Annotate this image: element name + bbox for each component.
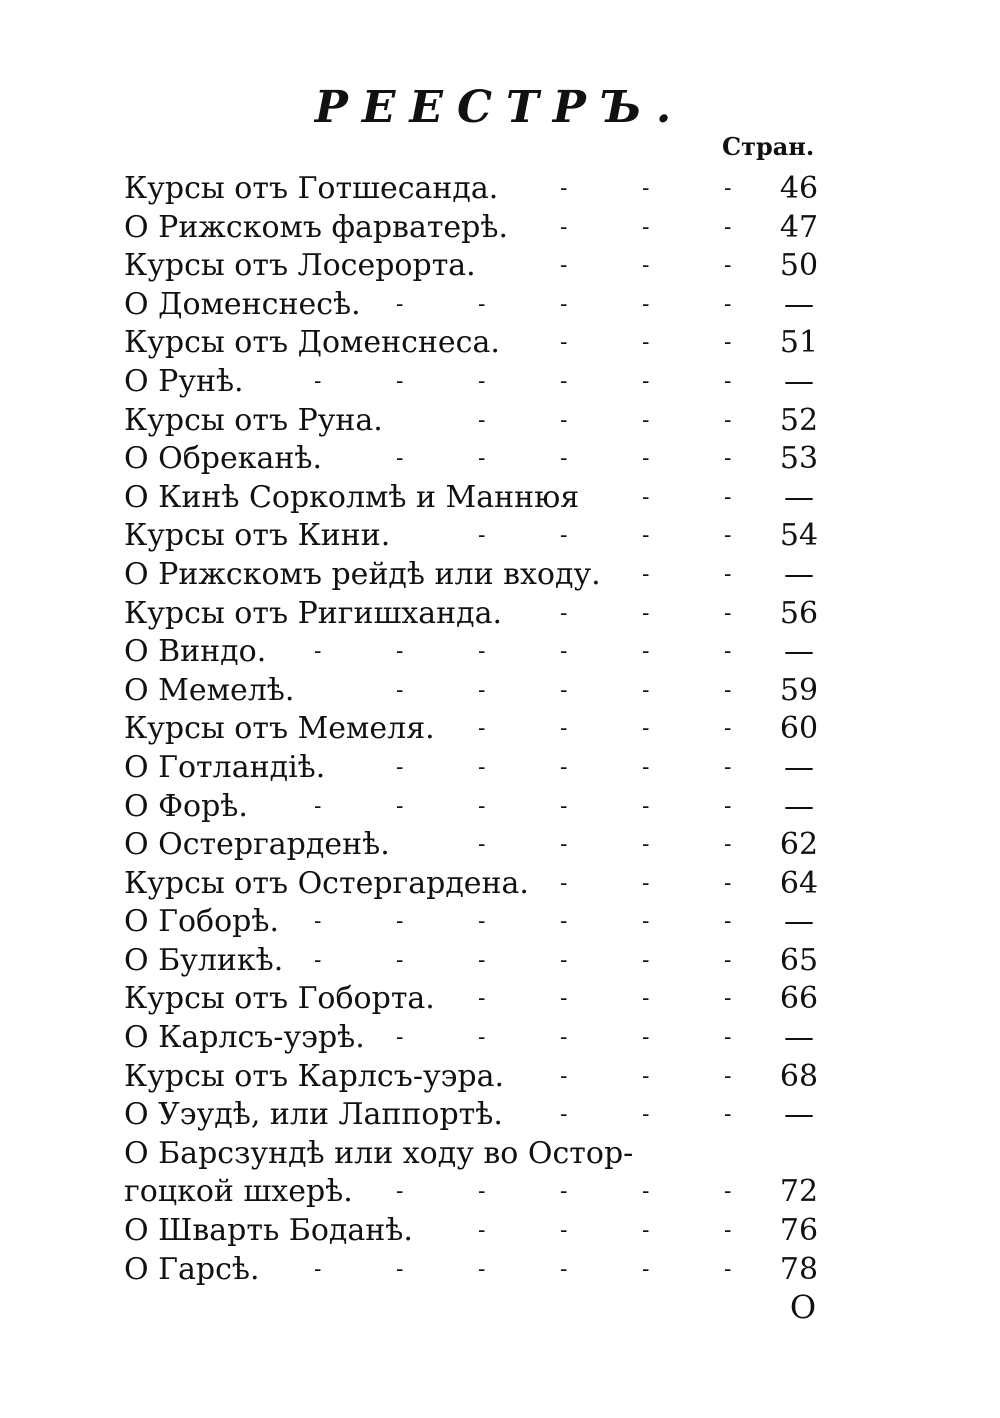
toc-entry-title: О Доменснесѣ. — [124, 286, 361, 322]
toc-entry-title: О Обреканѣ. — [124, 441, 323, 477]
toc-entry-title: Курсы отъ Ригишханда. — [124, 595, 503, 631]
toc-page-number: — — [784, 788, 814, 824]
toc-page-number: — — [784, 556, 814, 592]
toc-entry — [124, 942, 844, 981]
leader-dot: - — [478, 793, 486, 819]
leader-dot: - — [478, 716, 486, 742]
leader-dot: - — [642, 986, 650, 1012]
toc-entry — [124, 1173, 844, 1212]
leader-dot: - — [314, 947, 322, 973]
leader-dot: - — [560, 716, 568, 742]
toc-page-number: 78 — [779, 1251, 819, 1287]
toc-entry-title: О Гарсѣ. — [124, 1251, 260, 1287]
leader-dot: - — [724, 947, 732, 973]
leader-dot: - — [478, 909, 486, 935]
leader-dot: - — [396, 639, 404, 665]
toc-page-number: 64 — [779, 865, 819, 901]
toc-page-number: — — [784, 363, 814, 399]
toc-entry-title: О Карлсъ-уэрѣ. — [124, 1020, 365, 1056]
leader-dot: - — [642, 947, 650, 973]
leader-dot: - — [724, 446, 732, 472]
leader-dot: - — [560, 677, 568, 703]
catchword: О — [789, 1288, 817, 1326]
leader-dot: - — [560, 870, 568, 896]
leader-dot: - — [642, 253, 650, 279]
leader-dot: - — [642, 600, 650, 626]
toc-entry-title: Курсы отъ Карлсъ-уэра. — [124, 1058, 505, 1094]
leader-dot: - — [724, 1218, 732, 1244]
leader-dot: - — [724, 793, 732, 819]
leader-dot: - — [314, 368, 322, 394]
leader-dot: - — [724, 832, 732, 858]
leader-dot: - — [724, 407, 732, 433]
leader-dot: - — [642, 870, 650, 896]
leader-dot: - — [560, 1102, 568, 1128]
leader-dot: - — [478, 523, 486, 549]
toc-entry — [124, 479, 844, 518]
leader-dot: - — [724, 1025, 732, 1051]
toc-entry-title: Курсы отъ Доменснеса. — [124, 325, 500, 361]
toc-entry — [124, 788, 844, 827]
toc-entry-title: О Мемелѣ. — [124, 672, 295, 708]
leader-dot: - — [642, 523, 650, 549]
leader-dot: - — [724, 754, 732, 780]
toc-page-number: 59 — [779, 672, 819, 708]
leader-dot: - — [724, 330, 732, 356]
leader-dot: - — [642, 1218, 650, 1244]
toc-entry — [124, 556, 844, 595]
leader-dot: - — [314, 1256, 322, 1282]
toc-entry-title: Курсы отъ Кини. — [124, 518, 391, 554]
toc-entry-title: Курсы отъ Мемеля. — [124, 711, 435, 747]
toc-entry-title: О Рижскомъ фарватерѣ. — [124, 209, 509, 245]
toc-page-number: 72 — [779, 1174, 819, 1210]
leader-dot: - — [642, 1256, 650, 1282]
leader-dot: - — [396, 947, 404, 973]
toc-entry-title: О Уэудѣ, или Лаппортѣ. — [124, 1097, 503, 1133]
toc-entry — [124, 286, 844, 325]
toc-entry — [124, 749, 844, 788]
toc-page-number: 62 — [779, 827, 819, 863]
toc-page-number: 60 — [779, 711, 819, 747]
toc-page-number: 54 — [779, 518, 819, 554]
leader-dot: - — [314, 793, 322, 819]
leader-dot: - — [478, 1256, 486, 1282]
leader-dot: - — [642, 176, 650, 201]
leader-dot: - — [642, 1063, 650, 1089]
toc-page-number: 50 — [779, 248, 819, 284]
toc-entry-title: Курсы отъ Руна. — [124, 402, 383, 438]
leader-dot: - — [642, 716, 650, 742]
toc-entry-title: О Шварть Боданѣ. — [124, 1213, 413, 1249]
toc-entry — [124, 826, 844, 865]
toc-entry-title: О Форѣ. — [124, 788, 248, 824]
leader-dot: - — [642, 561, 650, 587]
leader-dot: - — [724, 253, 732, 279]
toc-page-number: 53 — [779, 441, 819, 477]
toc-entry-title: О Буликѣ. — [124, 942, 284, 978]
table-of-contents — [124, 170, 844, 1289]
leader-dot: - — [724, 1256, 732, 1282]
toc-page-number: 47 — [779, 209, 819, 245]
leader-dot: - — [724, 909, 732, 935]
toc-page-number: — — [784, 479, 814, 515]
toc-entry — [124, 980, 844, 1019]
leader-dot: - — [642, 1025, 650, 1051]
leader-dot: - — [560, 1218, 568, 1244]
leader-dot: - — [724, 600, 732, 626]
leader-dot: - — [396, 793, 404, 819]
leader-dot: - — [642, 639, 650, 665]
toc-page-number: — — [784, 634, 814, 670]
leader-dot: - — [478, 1218, 486, 1244]
leader-dot: - — [642, 446, 650, 472]
leader-dot: - — [396, 1025, 404, 1051]
toc-page-number: 56 — [779, 595, 819, 631]
toc-entry — [124, 672, 844, 711]
leader-dot: - — [560, 214, 568, 240]
leader-dot: - — [724, 1179, 732, 1205]
page-column-header: Стран. — [722, 132, 815, 161]
toc-entry — [124, 1019, 844, 1058]
toc-entry — [124, 517, 844, 556]
leader-dot: - — [560, 291, 568, 317]
leader-dot: - — [478, 986, 486, 1012]
leader-dot: - — [560, 947, 568, 973]
toc-entry — [124, 324, 844, 363]
toc-entry — [124, 1251, 844, 1290]
toc-entry-title: О Гоборѣ. — [124, 904, 280, 940]
leader-dot: - — [396, 291, 404, 317]
leader-dot: - — [724, 214, 732, 240]
toc-entry-title: Курсы отъ Лосерорта. — [124, 248, 476, 284]
toc-entry — [124, 1096, 844, 1135]
toc-page-number: — — [784, 1097, 814, 1133]
leader-dot: - — [560, 986, 568, 1012]
toc-entry-title: О Рижскомъ рейдѣ или входу. — [124, 556, 601, 592]
leader-dot: - — [642, 677, 650, 703]
leader-dot: - — [642, 330, 650, 356]
leader-dot: - — [642, 1102, 650, 1128]
leader-dot: - — [724, 561, 732, 587]
leader-dot: - — [314, 909, 322, 935]
leader-dot: - — [560, 832, 568, 858]
leader-dot: - — [560, 1179, 568, 1205]
leader-dot: - — [724, 368, 732, 394]
toc-entry-title: О Виндо. — [124, 634, 267, 670]
leader-dot: - — [724, 1102, 732, 1128]
toc-entry — [124, 633, 844, 672]
leader-dot: - — [560, 330, 568, 356]
toc-page-number: 52 — [779, 402, 819, 438]
leader-dot: - — [478, 407, 486, 433]
toc-entry-title: гоцкой шхерѣ. — [124, 1174, 353, 1210]
leader-dot: - — [560, 368, 568, 394]
toc-entry — [124, 440, 844, 479]
leader-dot: - — [724, 870, 732, 896]
page-title: РЕЕСТРЪ. — [314, 82, 686, 133]
leader-dot: - — [478, 368, 486, 394]
toc-entry — [124, 595, 844, 634]
toc-entry-title: Курсы отъ Готшесанда. — [124, 171, 499, 206]
toc-page-number: 65 — [779, 942, 819, 978]
leader-dot: - — [478, 639, 486, 665]
toc-entry — [124, 209, 844, 248]
leader-dot: - — [642, 793, 650, 819]
toc-entry — [124, 1212, 844, 1251]
toc-page-number: 46 — [779, 171, 819, 206]
leader-dot: - — [560, 446, 568, 472]
toc-page-number: — — [784, 1020, 814, 1056]
leader-dot: - — [724, 484, 732, 510]
leader-dot: - — [560, 407, 568, 433]
toc-entry — [124, 247, 844, 286]
toc-page-number: — — [784, 749, 814, 785]
toc-entry-title: О Остергарденѣ. — [124, 827, 390, 863]
leader-dot: - — [478, 291, 486, 317]
leader-dot: - — [396, 909, 404, 935]
toc-entry — [124, 402, 844, 441]
toc-page-number: 66 — [779, 981, 819, 1017]
leader-dot: - — [642, 484, 650, 510]
leader-dot: - — [478, 1179, 486, 1205]
toc-entry — [124, 1058, 844, 1097]
leader-dot: - — [560, 1063, 568, 1089]
toc-entry-title: О Рунѣ. — [124, 363, 244, 399]
toc-entry — [124, 170, 844, 209]
leader-dot: - — [560, 600, 568, 626]
leader-dot: - — [642, 368, 650, 394]
toc-entry-title: О Готландіѣ. — [124, 749, 326, 785]
leader-dot: - — [478, 754, 486, 780]
leader-dot: - — [560, 176, 568, 201]
leader-dot: - — [478, 677, 486, 703]
toc-entry — [124, 865, 844, 904]
leader-dot: - — [396, 754, 404, 780]
leader-dot: - — [560, 253, 568, 279]
leader-dot: - — [724, 639, 732, 665]
leader-dot: - — [560, 1256, 568, 1282]
leader-dot: - — [642, 754, 650, 780]
toc-entry-title: О Барсзундѣ или ходу во Остор- — [124, 1135, 634, 1171]
leader-dot: - — [396, 1256, 404, 1282]
toc-entry-title: О Кинѣ Сорколмѣ и Маннюя — [124, 479, 580, 515]
toc-entry — [124, 710, 844, 749]
leader-dot: - — [478, 832, 486, 858]
leader-dot: - — [724, 716, 732, 742]
leader-dot: - — [478, 947, 486, 973]
leader-dot: - — [560, 1025, 568, 1051]
leader-dot: - — [642, 407, 650, 433]
leader-dot: - — [396, 368, 404, 394]
leader-dot: - — [724, 1063, 732, 1089]
leader-dot: - — [396, 446, 404, 472]
leader-dot: - — [724, 677, 732, 703]
leader-dot: - — [560, 793, 568, 819]
toc-page-number: 76 — [779, 1213, 819, 1249]
leader-dot: - — [642, 214, 650, 240]
toc-page-number: 51 — [779, 325, 819, 361]
leader-dot: - — [560, 754, 568, 780]
leader-dot: - — [478, 446, 486, 472]
toc-entry-title: Курсы отъ Гоборта. — [124, 981, 435, 1017]
leader-dot: - — [642, 291, 650, 317]
toc-entry-title: Курсы отъ Остергардена. — [124, 865, 529, 901]
leader-dot: - — [560, 639, 568, 665]
toc-page-number: 68 — [779, 1058, 819, 1094]
leader-dot: - — [396, 1179, 404, 1205]
leader-dot: - — [642, 832, 650, 858]
toc-entry — [124, 903, 844, 942]
leader-dot: - — [724, 986, 732, 1012]
toc-entry — [124, 1135, 844, 1174]
leader-dot: - — [642, 1179, 650, 1205]
leader-dot: - — [478, 1025, 486, 1051]
leader-dot: - — [560, 523, 568, 549]
leader-dot: - — [724, 523, 732, 549]
toc-page-number: — — [784, 286, 814, 322]
leader-dot: - — [560, 909, 568, 935]
leader-dot: - — [642, 909, 650, 935]
leader-dot: - — [396, 677, 404, 703]
toc-entry — [124, 363, 844, 402]
toc-page-number: — — [784, 904, 814, 940]
leader-dot: - — [724, 176, 732, 201]
leader-dot: - — [724, 291, 732, 317]
leader-dot: - — [314, 639, 322, 665]
